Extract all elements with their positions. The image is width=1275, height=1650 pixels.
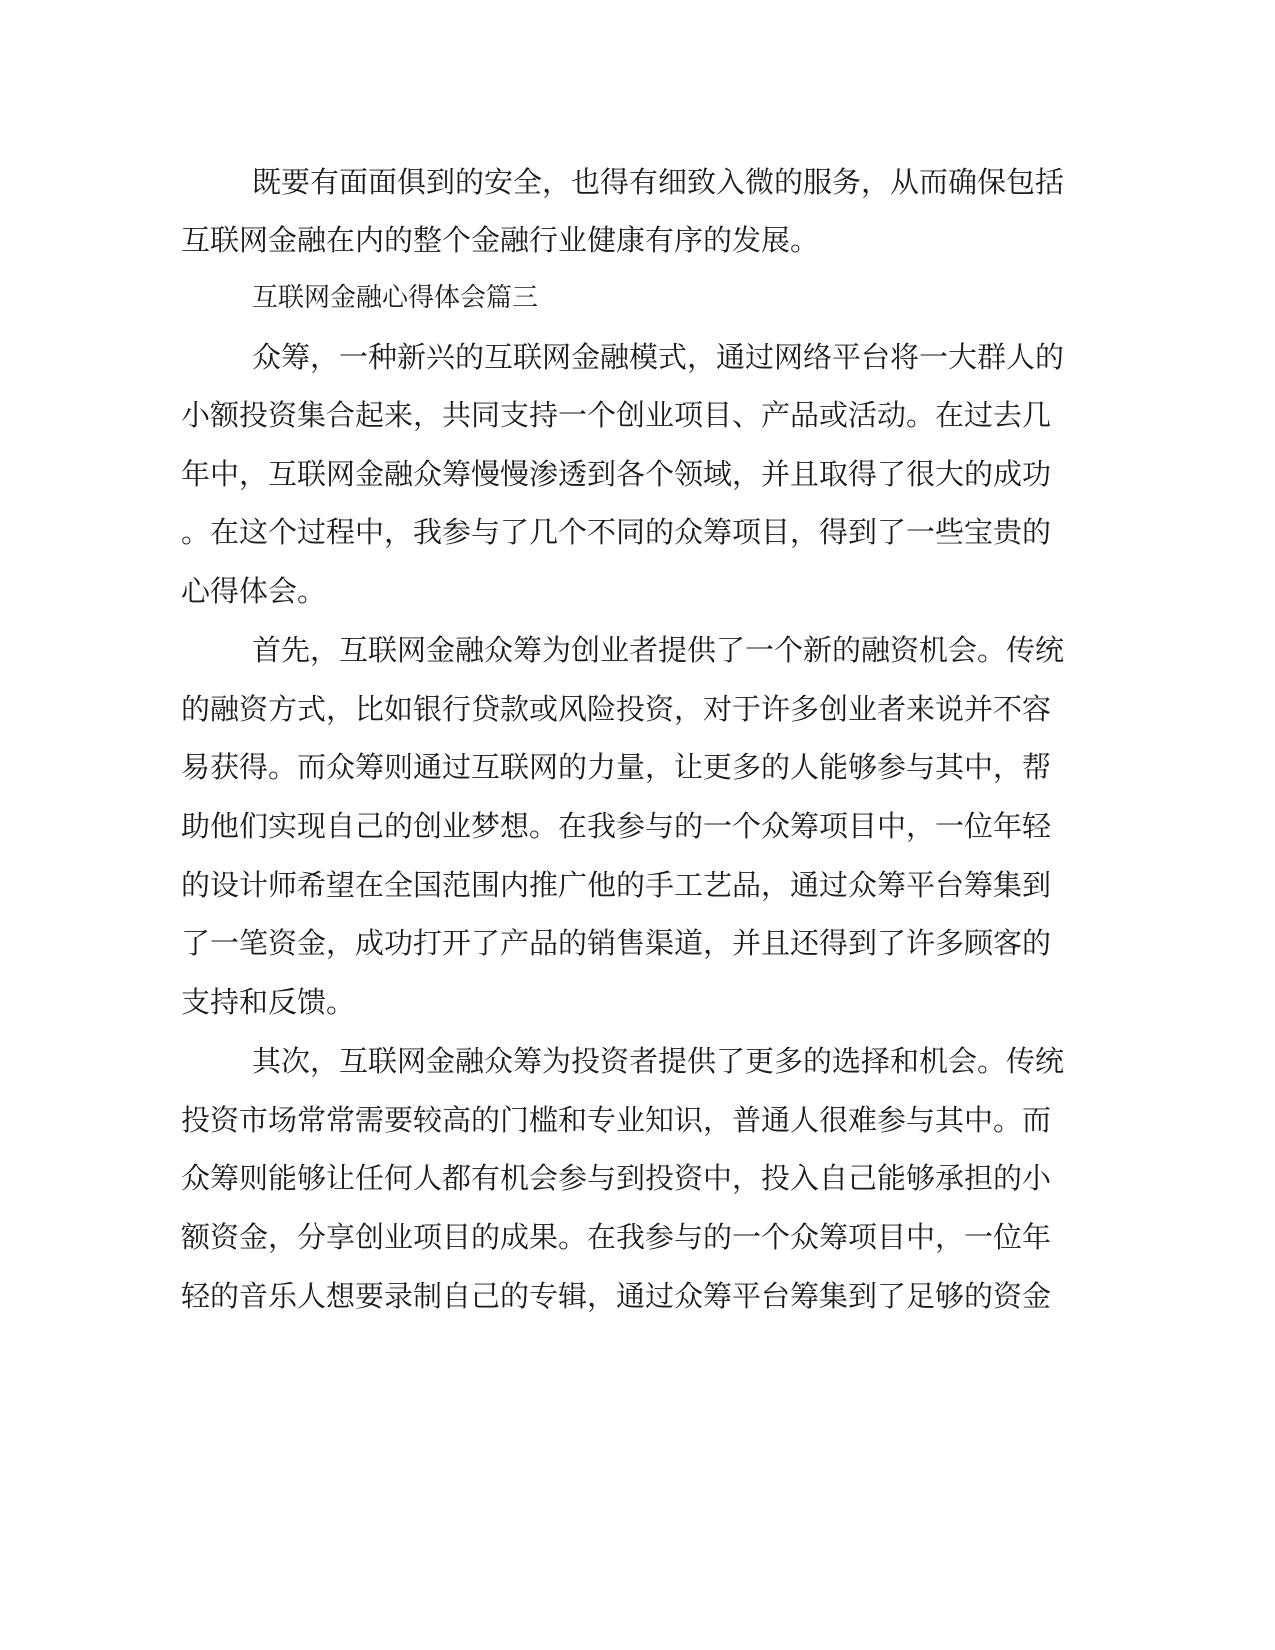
text-line: 小额投资集合起来，共同支持一个创业项目、产品或活动。在过去几 [181, 398, 1052, 432]
text-line: 易获得。而众筹则通过互联网的力量，让更多的人能够参与其中，帮 [181, 750, 1052, 784]
text-line: 首先，互联网金融众筹为创业者提供了一个新的融资机会。传统 [252, 633, 1065, 667]
text-line: 投资市场常常需要较高的门槛和专业知识，普通人很难参与其中。而 [181, 1103, 1052, 1137]
text-line: 的融资方式，比如银行贷款或风险投资，对于许多创业者来说并不容 [181, 692, 1052, 726]
text-line: 助他们实现自己的创业梦想。在我参与的一个众筹项目中，一位年轻 [181, 809, 1052, 843]
text-line: 其次，互联网金融众筹为投资者提供了更多的选择和机会。传统 [252, 1044, 1065, 1078]
section-heading: 互联网金融心得体会篇三 [252, 283, 539, 313]
text-line: 众筹则能够让任何人都有机会参与到投资中，投入自己能够承担的小 [181, 1161, 1052, 1195]
text-line: 众筹，一种新兴的互联网金融模式，通过网络平台将一大群人的 [252, 340, 1065, 374]
text-line: 既要有面面俱到的安全，也得有细致入微的服务，从而确保包括 [252, 165, 1065, 199]
text-line: 心得体会。 [181, 574, 327, 608]
text-line: 额资金，分享创业项目的成果。在我参与的一个众筹项目中，一位年 [181, 1220, 1052, 1254]
text-line: 支持和反馈。 [181, 985, 356, 1019]
text-line: 轻的音乐人想要录制自己的专辑，通过众筹平台筹集到了足够的资金 [181, 1279, 1052, 1313]
text-line: 了一笔资金，成功打开了产品的销售渠道，并且还得到了许多顾客的 [181, 926, 1052, 960]
text-line: 年中，互联网金融众筹慢慢渗透到各个领域，并且取得了很大的成功 [181, 457, 1052, 491]
text-line: 。在这个过程中，我参与了几个不同的众筹项目，得到了一些宝贵的 [181, 515, 1052, 549]
text-line: 互联网金融在内的整个金融行业健康有序的发展。 [181, 223, 820, 257]
text-line: 的设计师希望在全国范围内推广他的手工艺品，通过众筹平台筹集到 [181, 868, 1052, 902]
